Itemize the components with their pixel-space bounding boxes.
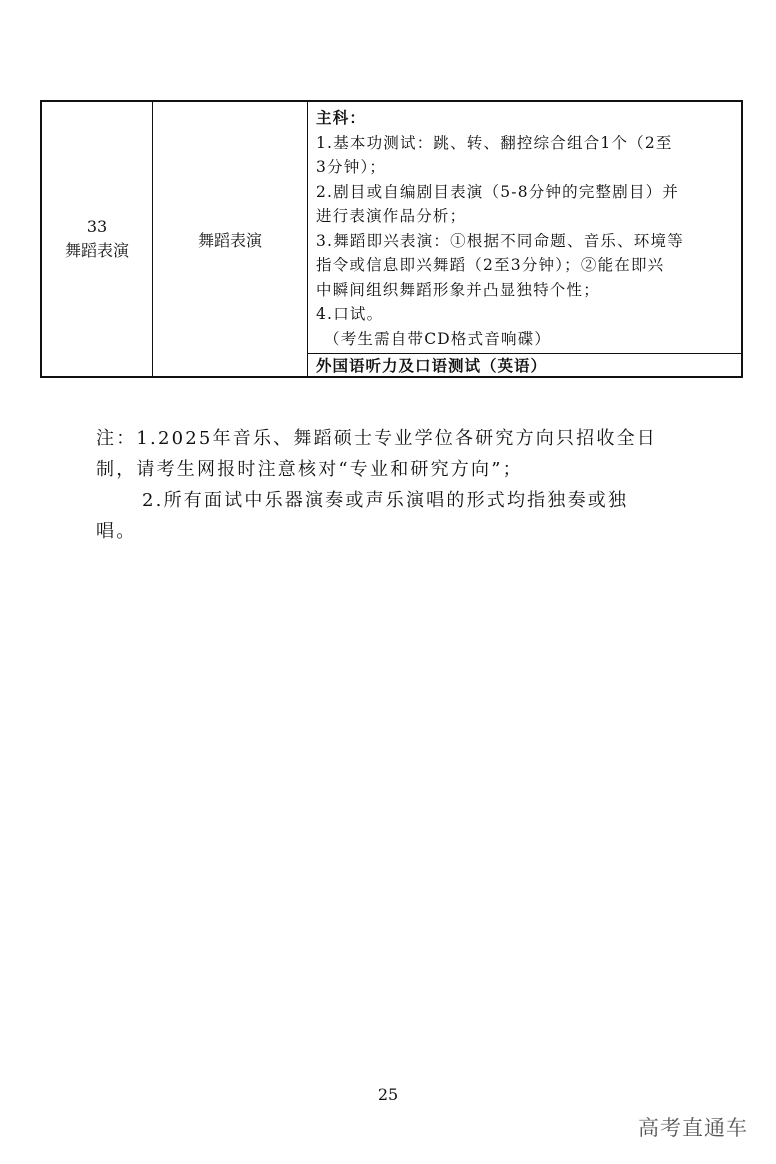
note-line: 唱。 xyxy=(96,521,137,542)
major-index: 33 xyxy=(86,217,108,236)
content-line: 中瞬间组织舞蹈形象并凸显独特个性； xyxy=(316,280,600,299)
content-note: （考生需自带CD格式音响碟） xyxy=(324,329,552,348)
major-name: 舞蹈表演 xyxy=(64,241,129,260)
major-index-cell xyxy=(42,102,153,376)
page-number: 25 xyxy=(377,1085,399,1104)
content-line: 指令或信息即兴舞蹈（2至3分钟）；②能在即兴 xyxy=(316,256,665,274)
note-line: 注：1.2025年音乐、舞蹈硕士专业学位各研究方向只招收全日 xyxy=(96,428,657,449)
notes-section xyxy=(96,423,706,547)
content-line: 3.舞蹈即兴表演：①根据不同命题、音乐、环境等 xyxy=(316,231,684,250)
watermark: 高考直通车 xyxy=(638,1116,748,1140)
exam-requirements-table xyxy=(40,100,743,378)
research-direction-cell xyxy=(153,102,308,376)
main-subject-block xyxy=(308,102,741,353)
content-line: 1.基本功测试：跳、转、翻控综合组合1个（2至 xyxy=(316,133,673,152)
research-direction: 舞蹈表演 xyxy=(197,230,262,250)
content-line: 3分钟）； xyxy=(316,158,387,176)
exam-content-cell xyxy=(308,102,741,376)
content-line: 2.剧目或自编剧目表演（5-8分钟的完整剧目）并 xyxy=(316,182,680,201)
note-line: 制，请考生网报时注意核对“专业和研究方向”； xyxy=(96,459,523,480)
note-line: 2.所有面试中乐器演奏或声乐演唱的形式均指独奏或独 xyxy=(142,490,629,511)
foreign-language-test: 外国语听力及口语测试（英语） xyxy=(308,353,741,379)
content-line: 4.口试。 xyxy=(316,305,384,323)
main-subject-heading: 主科： xyxy=(316,109,367,127)
content-line: 进行表演作品分析； xyxy=(316,207,467,225)
